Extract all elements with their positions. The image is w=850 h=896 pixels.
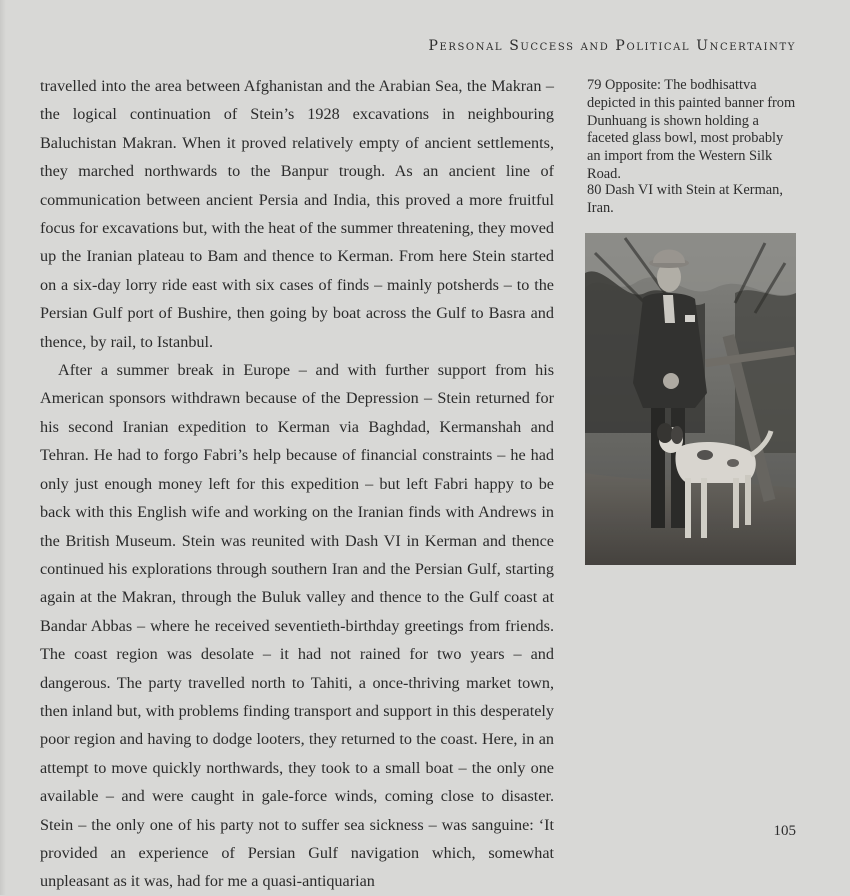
caption-figure-80: 80 Dash VI with Stein at Kerman, Iran. [587,182,783,216]
photo-stein-with-dog [585,233,796,565]
main-body-text [40,72,554,896]
paragraph-1: travelled into the area between Afghanistan and the Arabian Sea, the Makran – the logical continuation of Stein’s 1928 excavations in neighbouring Baluchistan Makran. When it proved relatively empty of ancient settlements, they marched northwards to the Banpur trough. As an ancient line of communication between ancient Persia and India, this proved a more fruitful focus for excavations but, with the heat of the summer threatening, they moved up the Iranian plateau to Bam and thence to Kerman. From here Stein started on a six-day lorry ride east with six cases of finds – mainly potsherds – to the Persian Gulf port of Bushire, then going by boat across the Gulf to Basra and thence, by rail, to Istanbul. [40,77,554,351]
page-gutter-shadow [0,0,6,895]
caption-figure-79: 79 Opposite: The bodhisattva depicted in this painted banner from Dunhuang is shown holding a faceted glass bowl, most probably an import from the Western Silk Road. [587,77,796,182]
page-number: 105 [773,823,796,839]
photo-illustration [585,233,796,565]
running-head: Personal Success and Political Uncertainty [428,38,796,54]
paragraph-2: After a summer break in Europe – and with further support from his American sponsors withdrawn because of the Depression – Stein returned for his second Iranian expedition to Kerman via Baghdad, Kermanshah and Tehran. He had to forgo Fabri’s help because of financial constraints – he had only just enough money left for this expedition – but left Fabri happy to be back with this English wife and working on the Iranian finds with Andrews in the British Museum. Stein was reunited with Dash VI in Kerman and thence continued his explorations through southern Iran and the Persian Gulf, starting again at the Makran, through the Buluk valley and thence to the Gulf coast at Bandar Abbas – where he received seventieth-birthday greetings from friends. The coast region was desolate – it had not rained for two years – and dangerous. The party travelled north to Tahiti, a once-thriving market town, then inland but, with problems finding transport and support in this desperately poor region and having to dodge looters, they returned to the coast. Here, in an attempt to move quickly northwards, they took to a small boat – the only one available – and were caught in gale-force winds, coming close to disaster. Stein – the only one of his party not to suffer sea sickness – was sanguine: ‘It provided an experience of Persian Gulf navigation which, somewhat unpleasant as it was, had for me a quasi-antiquarian [40,361,554,891]
